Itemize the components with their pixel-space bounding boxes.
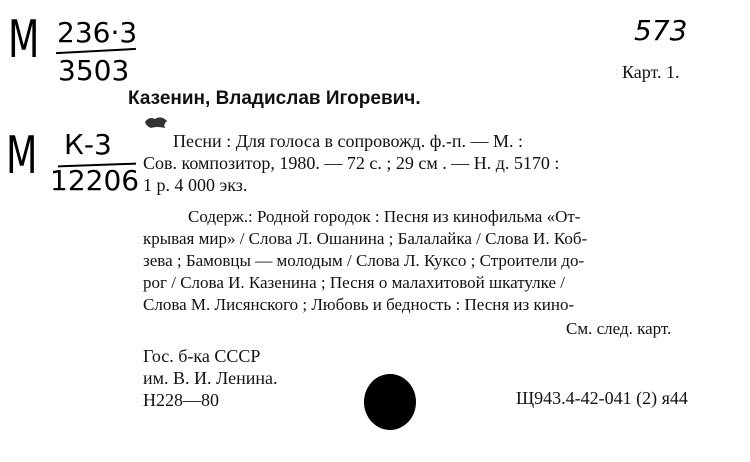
shelfmark-number-1-bottom: 3503 <box>58 54 130 87</box>
continuation-note: См. след. карт. <box>566 319 672 338</box>
contents-line-1: Содерж.: Родной городок : Песня из кинофильма «От- <box>188 207 581 226</box>
ink-smudge-icon <box>143 114 169 130</box>
shelfmark-number-2-top: К-3 <box>64 128 112 161</box>
card-label: Карт. 1. <box>622 62 680 82</box>
shelfmark-number-2-bottom: 12206 <box>50 164 140 197</box>
shelfmark-number-1-top: 236·3 <box>57 16 138 49</box>
description-line-3: 1 р. 4 000 экз. <box>143 175 248 195</box>
library-line-2: им. В. И. Ленина. <box>143 368 278 388</box>
author-heading: Казенин, Владислав Игоревич. <box>128 88 421 109</box>
contents-line-4: рог / Слова И. Казенина ; Песня о малахитовой шкатулке / <box>143 273 566 292</box>
description-line-1-text: Песни : Для голоса в сопровожд. ф.-п. — М. : <box>173 131 523 151</box>
contents-line-3: зева ; Бамовцы — молодым / Слова Л. Куксо ; Строители до- <box>143 251 585 270</box>
shelfmark-letter-2: М <box>6 126 38 186</box>
classification-code: Щ943.4-42-041 (2) я44 <box>516 388 688 408</box>
description-line-2: Сов. композитор, 1980. — 72 с. ; 29 см . — Н. д. 5170 : <box>143 153 560 173</box>
shelfmark-letter-1: М <box>8 10 40 70</box>
corner-number: 573 <box>634 14 688 47</box>
description-line-1 <box>173 131 695 151</box>
library-line-3: Н228—80 <box>143 390 219 410</box>
library-line-1: Гос. б-ка СССР <box>143 346 261 366</box>
contents-line-2: крывая мир» / Слова Л. Ошанина ; Балалайка / Слова И. Коб- <box>143 229 588 248</box>
contents-line-5: Слова М. Лисянского ; Любовь и бедность : Песня из кино- <box>143 295 575 314</box>
punch-hole <box>364 374 416 430</box>
